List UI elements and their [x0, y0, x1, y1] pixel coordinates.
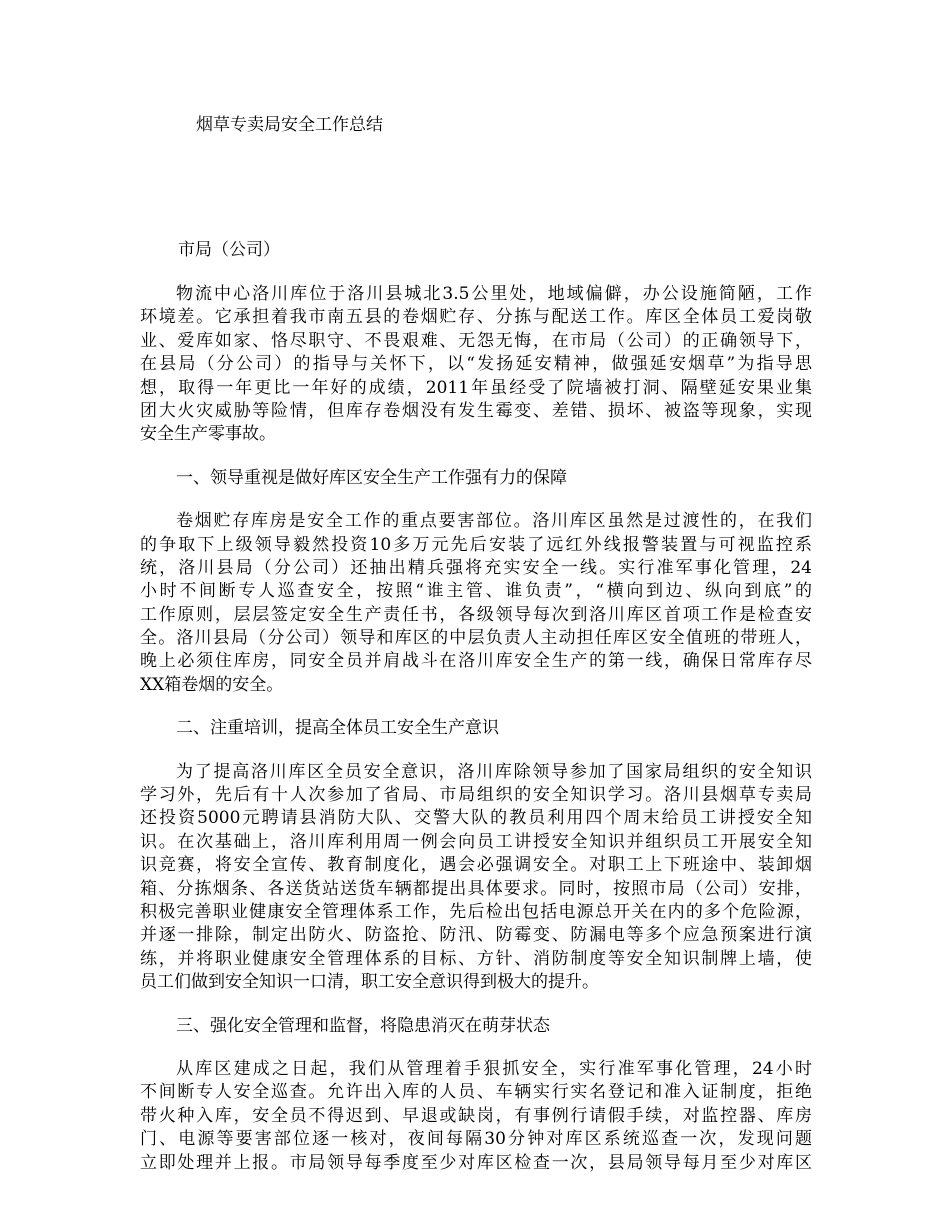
- text-line: 门、电源等要害部位逐一核对，夜间每隔30分钟对库区系统巡查一次，发现问题: [140, 1129, 812, 1150]
- document-title: 烟草专卖局安全工作总结: [196, 115, 383, 135]
- paragraph-intro: [140, 283, 812, 447]
- text-line: 业、爱库如家、恪尽职守、不畏艰难、无怨无悔，在市局（公司）的正确领导下，: [140, 330, 812, 351]
- text-line: 物流中心洛川库位于洛川县城北3.5公里处，地域偏僻，办公设施简陋，工作: [176, 284, 812, 304]
- text-line: 团大火灾威胁等险情，但库存卷烟没有发生霉变、差错、损坏、被盗等现象，实现: [140, 400, 812, 421]
- text-line: 员工们做到安全知识一口清，职工安全意识得到极大的提升。: [140, 972, 599, 993]
- section-heading-text: 三、强化安全管理和监督，将隐患消灭在萌芽状态: [176, 1015, 550, 1036]
- text-line: 练，并将职业健康安全管理体系的目标、方针、消防制度等安全知识制牌上墙，使: [140, 948, 812, 969]
- paragraph-section-1: [140, 510, 812, 697]
- text-line: 的争取下上级领导毅然投资10多万元先后安装了远红外线报警装置与可视监控系: [140, 534, 812, 555]
- text-line: 箱、分拣烟条、各送货站送货车辆都提出具体要求。同时，按照市局（公司）安排，: [140, 878, 812, 899]
- text-line: 晚上必须住库房，同安全员并肩战斗在洛川库安全生产的第一线，确保日常库存尽: [140, 651, 812, 672]
- text-line: 积极完善职业健康安全管理体系工作，先后检出包括电源总开关在内的多个危险源，: [140, 901, 812, 922]
- section-heading-1: [140, 467, 812, 490]
- text-line: 立即处理并上报。市局领导每季度至少对库区检查一次，县局领导每月至少对库区: [140, 1152, 812, 1173]
- text-line: 从库区建成之日起，我们从管理着手狠抓安全，实行准军事化管理，24小时: [176, 1058, 812, 1079]
- recipient-line: 市局（公司）: [178, 240, 280, 260]
- text-line: 带火种入库，安全员不得迟到、早退或缺岗，有事例行请假手续，对监控器、库房: [140, 1105, 812, 1126]
- section-heading-text: 二、注重培训，提高全体员工安全生产意识: [176, 718, 499, 739]
- document-body: [140, 283, 812, 1175]
- text-line: 工作原则，层层签定安全生产责任书，各级领导每次到洛川库区首项工作是检查安: [140, 604, 812, 625]
- text-line: 安全生产零事故。: [140, 424, 276, 445]
- text-line: 还投资5000元聘请县消防大队、交警大队的教员利用四个周末给员工讲授安全知: [140, 808, 812, 829]
- text-line: 学习外，先后有十人次参加了省局、市局组织的安全知识学习。洛川县烟草专卖局: [140, 785, 812, 806]
- text-line: 卷烟贮存库房是安全工作的重点要害部位。洛川库区虽然是过渡性的，在我们: [176, 511, 812, 532]
- text-line: 为了提高洛川库区全员安全意识，洛川库除领导参加了国家局组织的安全知识: [176, 761, 812, 782]
- paragraph-section-2: [140, 761, 812, 995]
- text-line: 环境差。它承担着我市南五县的卷烟贮存、分拣与配送工作。库区全体员工爱岗敬: [140, 307, 812, 328]
- text-line: 不间断专人安全巡查。允许出入库的人员、车辆实行实名登记和准入证制度，拒绝: [140, 1082, 812, 1103]
- section-heading-text: 一、领导重视是做好库区安全生产工作强有力的保障: [176, 467, 567, 488]
- paragraph-section-3: [140, 1058, 812, 1175]
- text-line: XX箱卷烟的安全。: [140, 674, 284, 695]
- text-line: 并逐一排除，制定出防火、防盗抢、防汛、防霉变、防漏电等多个应急预案进行演: [140, 925, 812, 946]
- text-line: 小时不间断专人巡查安全，按照“谁主管、谁负责”，“横向到边、纵向到底”的: [140, 581, 812, 602]
- text-line: 识。在次基础上，洛川库利用周一例会向员工讲授安全知识并组织员工开展安全知: [140, 831, 812, 852]
- section-heading-2: [140, 717, 812, 740]
- section-heading-3: [140, 1015, 812, 1038]
- text-line: 全。洛川县局（分公司）领导和库区的中层负责人主动担任库区安全值班的带班人，: [140, 628, 812, 649]
- text-line: 想，取得一年更比一年好的成绩，2011年虽经受了院墙被打洞、隔壁延安果业集: [140, 377, 812, 398]
- text-line: 统，洛川县局（分公司）还抽出精兵强将充实安全一线。实行准军事化管理，24: [140, 557, 812, 578]
- text-line: 在县局（分公司）的指导与关怀下，以“发扬延安精神，做强延安烟草”为指导思: [140, 354, 812, 375]
- text-line: 识竞赛，将安全宣传、教育制度化，遇会必强调安全。对职工上下班途中、装卸烟: [140, 855, 812, 876]
